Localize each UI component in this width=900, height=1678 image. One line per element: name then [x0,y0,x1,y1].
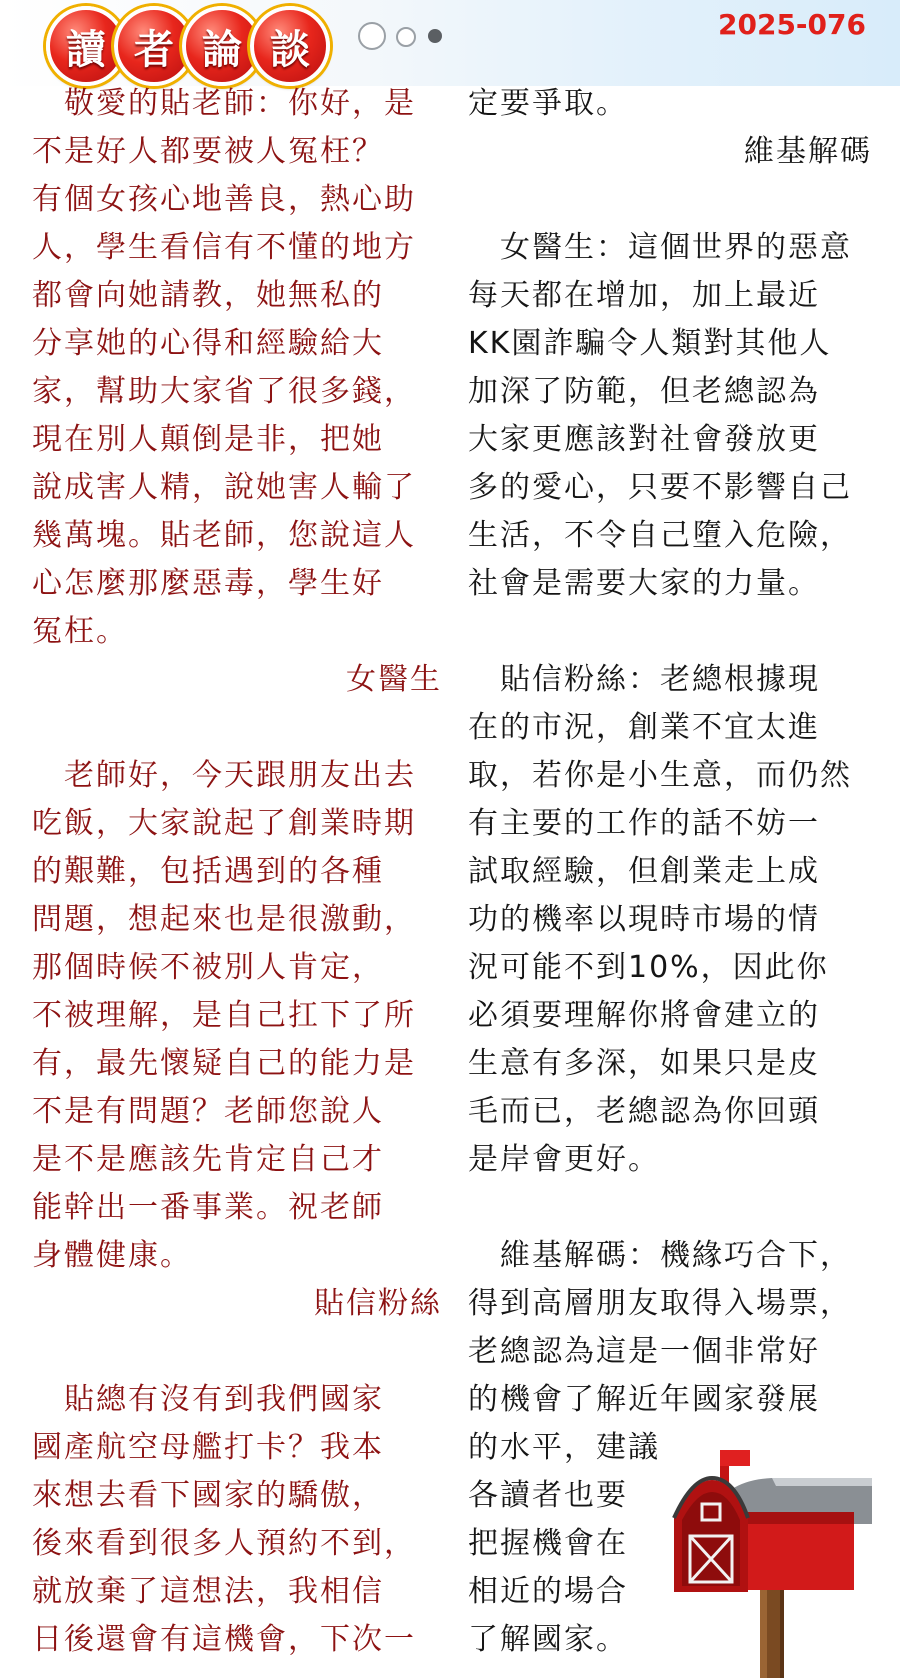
right-column [468,80,872,1664]
text-line: 能幹出一番事業。祝老師 [32,1190,384,1225]
paragraph-gap [468,1184,872,1232]
text-line: 吃飯，大家說起了創業時期 [32,806,416,841]
title-char-1: 讀 [66,26,106,73]
text-line: 有主要的工作的話不妨一 [468,806,820,841]
text-line: 社會是需要大家的力量。 [468,566,820,601]
dot-small-icon [428,29,442,43]
text-line: 維基解碼：機緣巧合下， [500,1238,852,1273]
text-line: 得到高層朋友取得入場票， [468,1286,852,1321]
text-line: 人，學生看信有不懂的地方 [32,230,416,265]
text-line: 幾萬塊。貼老師，您說這人 [32,518,416,553]
mailbox-icon [672,1440,882,1678]
text-line: 老師好，今天跟朋友出去 [64,758,416,793]
text-line: 女醫生：這個世界的惡意 [500,230,852,265]
text-line: 分享她的心得和經驗給大 [32,326,384,361]
text-line: 了解國家。 [468,1622,628,1657]
text-line: 加深了防範，但老總認為 [468,374,820,409]
text-line: 問題，想起來也是很激動， [32,902,416,937]
text-line: 是岸會更好。 [468,1142,660,1177]
text-line: 在的市況，創業不宜太進 [468,710,820,745]
text-line: 冤枉。 [32,614,128,649]
text-line: 身體健康。 [32,1238,192,1273]
text-line: 大家更應該對社會發放更 [468,422,820,457]
text-line: 都會向她請教，她無私的 [32,278,384,313]
text-line: 那個時候不被別人肯定， [32,950,384,985]
text-line: 的艱難，包括遇到的各種 [32,854,384,889]
title-char-4: 談 [270,26,310,73]
title-char-2: 者 [134,26,174,73]
text-line: 有，最先懷疑自己的能力是 [32,1046,416,1081]
text-line: 貼總有沒有到我們國家 [64,1382,384,1417]
title-badge-4 [250,6,330,86]
header-banner [0,0,900,86]
text-line: 家，幫助大家省了很多錢， [32,374,416,409]
paragraph-gap [32,704,442,752]
text-line: 心怎麼那麼惡毒，學生好 [32,566,384,601]
letter-signature: 女醫生 [346,662,442,697]
text-line: 相近的場合 [468,1574,628,1609]
text-line: 把握機會在 [468,1526,628,1561]
text-line: 的水平，建議 [468,1430,660,1465]
text-line: 貼信粉絲：老總根據現 [500,662,820,697]
text-line: 敬愛的貼老師：你好，是 [64,86,416,121]
text-line: 生活，不令自己墮入危險， [468,518,852,553]
dot-large-icon [358,22,386,50]
text-line: 毛而已，老總認為你回頭 [468,1094,820,1129]
text-line: 現在別人顛倒是非，把她 [32,422,384,457]
letter-signature: 貼信粉絲 [314,1286,442,1321]
text-line: 不是好人都要被人冤枉？ [32,134,384,169]
text-line: 的機會了解近年國家發展 [468,1382,820,1417]
text-line: 老總認為這是一個非常好 [468,1334,820,1369]
text-line: 取，若你是小生意，而仍然 [468,758,852,793]
text-line: 每天都在增加，加上最近 [468,278,820,313]
dot-medium-icon [396,27,416,47]
text-line: 必須要理解你將會建立的 [468,998,820,1033]
paragraph-gap [468,608,872,656]
text-line: 各讀者也要 [468,1478,628,1513]
text-line: 不是有問題？老師您說人 [32,1094,384,1129]
text-line: 功的機率以現時市場的情 [468,902,820,937]
text-line: 來想去看下國家的驕傲， [32,1478,384,1513]
paragraph-gap [468,176,872,224]
issue-number: 2025-076 [718,8,866,41]
paragraph-gap [32,1328,442,1376]
text-line: 就放棄了這想法，我相信 [32,1574,384,1609]
text-line: 說成害人精，說她害人輸了 [32,470,416,505]
title-char-3: 論 [202,26,242,73]
text-line: 生意有多深，如果只是皮 [468,1046,820,1081]
text-line: 國產航空母艦打卡？我本 [32,1430,384,1465]
text-line: KK園詐騙令人類對其他人 [468,326,832,361]
text-line: 定要爭取。 [468,86,628,121]
left-column [32,80,442,1664]
letter-signature: 維基解碼 [744,134,872,169]
text-line: 日後還會有這機會，下次一 [32,1622,416,1657]
text-line: 試取經驗，但創業走上成 [468,854,820,889]
text-line: 有個女孩心地善良，熱心助 [32,182,416,217]
text-line: 不被理解，是自己扛下了所 [32,998,416,1033]
text-line: 後來看到很多人預約不到， [32,1526,416,1561]
text-line: 是不是應該先肯定自己才 [32,1142,384,1177]
text-line: 多的愛心，只要不影響自己 [468,470,852,505]
text-line: 況可能不到10%，因此你 [468,950,829,985]
